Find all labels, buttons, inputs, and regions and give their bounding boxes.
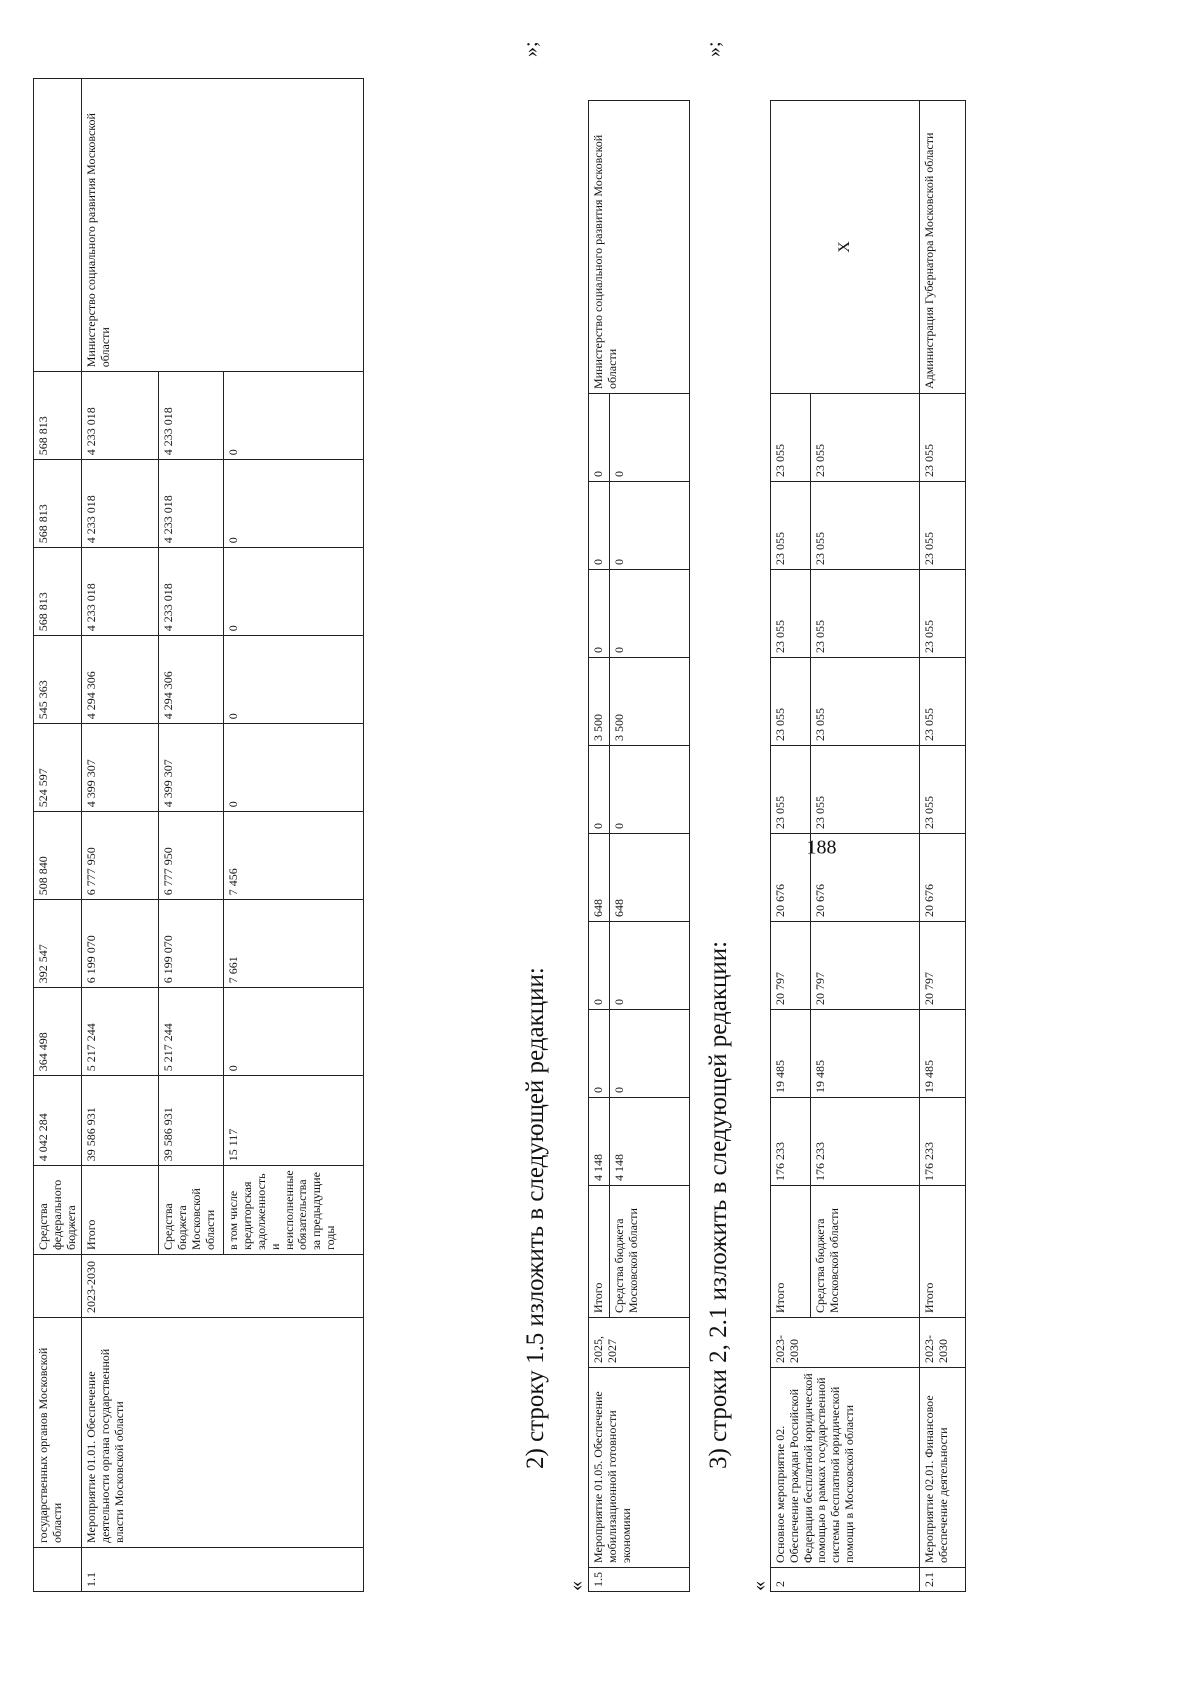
cell-value: 568 813 <box>34 548 82 636</box>
cell-value: 23 055 <box>771 746 811 834</box>
cell-value: 545 363 <box>34 636 82 724</box>
cell-value: 568 813 <box>34 460 82 548</box>
cell-source: Средства бюджета Московской области <box>811 1186 920 1318</box>
cell-value: 176 233 <box>811 1098 920 1186</box>
table-2 <box>588 100 690 1592</box>
cell-value: 0 <box>589 922 610 1010</box>
cell-value: 0 <box>609 482 689 570</box>
cell-source: Итого <box>920 1186 966 1318</box>
cell-value: 20 797 <box>811 922 920 1010</box>
cell-number: 1.5 <box>589 1568 690 1592</box>
cell-value: 4 148 <box>589 1098 610 1186</box>
cell-value: 3 500 <box>589 658 610 746</box>
cell-value: 0 <box>609 746 689 834</box>
cell-source: Итого <box>771 1186 811 1318</box>
open-quote: « <box>748 1581 770 1591</box>
table-row <box>34 79 82 1592</box>
heading-rows-2-2-1: 3) строки 2, 2.1 изложить в следующей редакции: <box>705 940 732 1469</box>
cell-value: 23 055 <box>811 482 920 570</box>
cell-number: 1.1 <box>82 1548 364 1592</box>
cell-value: 4 233 018 <box>159 372 224 460</box>
cell-responsible: Х <box>771 101 920 394</box>
cell-source: Средства бюджета Московской области <box>609 1186 689 1318</box>
cell-value: 524 597 <box>34 724 82 812</box>
cell-value: 23 055 <box>811 394 920 482</box>
cell-value: 15 117 <box>224 1076 364 1166</box>
cell-value: 23 055 <box>771 482 811 570</box>
cell-value: 5 217 244 <box>159 988 224 1076</box>
cell-value: 0 <box>224 636 364 724</box>
cell-years: 2023-2030 <box>771 1318 920 1368</box>
table-1 <box>33 78 364 1592</box>
cell-value: 4 399 307 <box>82 724 159 812</box>
cell-value: 0 <box>224 460 364 548</box>
cell-value: 5 217 244 <box>82 988 159 1076</box>
cell-years: 2023-2030 <box>920 1318 966 1368</box>
cell-value: 3 500 <box>609 658 689 746</box>
cell-value: 39 586 931 <box>159 1076 224 1166</box>
cell-value: 23 055 <box>771 658 811 746</box>
cell-responsible: Министерство социального развития Московской области <box>589 101 690 394</box>
cell-value: 0 <box>609 922 689 1010</box>
cell-value: 4 233 018 <box>82 372 159 460</box>
cell-value: 6 777 950 <box>159 812 224 900</box>
cell-value: 23 055 <box>811 658 920 746</box>
cell-value: 0 <box>609 570 689 658</box>
cell-value: 6 777 950 <box>82 812 159 900</box>
cell-value: 0 <box>589 394 610 482</box>
cell-value: 0 <box>589 482 610 570</box>
table-3 <box>770 100 966 1592</box>
cell-value: 4 294 306 <box>82 636 159 724</box>
cell-source: Итого <box>589 1186 610 1318</box>
cell-name: Мероприятие 02.01. Финансовое обеспечение деятельности <box>920 1368 966 1568</box>
cell-value: 0 <box>224 988 364 1076</box>
page-number: 188 <box>806 836 837 859</box>
cell-responsible: Министерство социального развития Московской области <box>82 79 364 372</box>
cell-value: 20 676 <box>920 834 966 922</box>
cell-name: государственных органов Московской области <box>34 1318 82 1548</box>
table-row <box>771 101 811 1592</box>
cell-value: 23 055 <box>920 658 966 746</box>
cell-value: 0 <box>609 1010 689 1098</box>
cell-source: в том числе кредиторская задолженность и неисполненные обязательства за предыдущие годы <box>224 1166 364 1255</box>
cell-value: 20 676 <box>811 834 920 922</box>
cell-value: 6 199 070 <box>159 900 224 988</box>
cell-value: 4 233 018 <box>159 548 224 636</box>
table-row <box>82 79 159 1592</box>
heading-row-1-5: 2) строку 1.5 изложить в следующей редакции: <box>522 967 549 1469</box>
cell-value: 0 <box>589 1010 610 1098</box>
cell-name: Мероприятие 01.01. Обеспечение деятельности органа государственной власти Московской области <box>82 1318 364 1548</box>
cell-value: 648 <box>589 834 610 922</box>
cell-value: 7 456 <box>224 812 364 900</box>
cell-source: Средства бюджета Московской области <box>159 1166 224 1255</box>
cell-value: 0 <box>224 548 364 636</box>
cell-value: 4 399 307 <box>159 724 224 812</box>
cell-name: Мероприятие 01.05. Обеспечение мобилизационной готовности экономики <box>589 1368 690 1568</box>
cell-value: 19 485 <box>920 1010 966 1098</box>
cell-value: 39 586 931 <box>82 1076 159 1166</box>
cell-value: 176 233 <box>771 1098 811 1186</box>
close-quote: »; <box>520 41 542 57</box>
cell-number: 2.1 <box>920 1568 966 1592</box>
cell-value: 23 055 <box>920 482 966 570</box>
close-quote: »; <box>703 41 725 57</box>
cell-value: 392 547 <box>34 900 82 988</box>
cell-value: 0 <box>609 394 689 482</box>
cell-value: 23 055 <box>771 394 811 482</box>
cell-source: Итого <box>82 1166 159 1255</box>
cell-value: 20 797 <box>771 922 811 1010</box>
cell-value: 364 498 <box>34 988 82 1076</box>
cell-value: 4 233 018 <box>82 460 159 548</box>
cell-value: 7 661 <box>224 900 364 988</box>
cell-value: 568 813 <box>34 372 82 460</box>
cell-value: 508 840 <box>34 812 82 900</box>
cell-value: 0 <box>589 746 610 834</box>
cell-value: 4 233 018 <box>82 548 159 636</box>
cell-value: 23 055 <box>811 746 920 834</box>
cell-value: 20 676 <box>771 834 811 922</box>
cell-value: 4 294 306 <box>159 636 224 724</box>
cell-value: 0 <box>224 724 364 812</box>
cell-value: 0 <box>224 372 364 460</box>
cell-value: 4 233 018 <box>159 460 224 548</box>
cell-value: 6 199 070 <box>82 900 159 988</box>
cell-value: 176 233 <box>920 1098 966 1186</box>
cell-value: 23 055 <box>920 394 966 482</box>
cell-value: 23 055 <box>811 570 920 658</box>
open-quote: « <box>565 1581 587 1591</box>
cell-value: 4 148 <box>609 1098 689 1186</box>
cell-value: 23 055 <box>771 570 811 658</box>
cell-value: 0 <box>589 570 610 658</box>
cell-value: 4 042 284 <box>34 1076 82 1166</box>
cell-value: 19 485 <box>771 1010 811 1098</box>
cell-value: 23 055 <box>920 746 966 834</box>
cell-years: 2025, 2027 <box>589 1318 690 1368</box>
cell-name: Основное мероприятие 02. Обеспечение граждан Российской Федерации бесплатной юридической помощью в рамках государственной системы бесплатной юридической помощи в Московской области <box>771 1368 920 1568</box>
cell-years: 2023-2030 <box>82 1255 364 1318</box>
cell-value: 19 485 <box>811 1010 920 1098</box>
cell-value: 23 055 <box>920 570 966 658</box>
cell-value: 648 <box>609 834 689 922</box>
cell-responsible: Администрация Губернатора Московской области <box>920 101 966 394</box>
cell-source: Средства федерального бюджета <box>34 1166 82 1255</box>
cell-value: 20 797 <box>920 922 966 1010</box>
table-row <box>589 101 610 1592</box>
cell-number: 2 <box>771 1568 920 1592</box>
table-row <box>920 101 966 1592</box>
